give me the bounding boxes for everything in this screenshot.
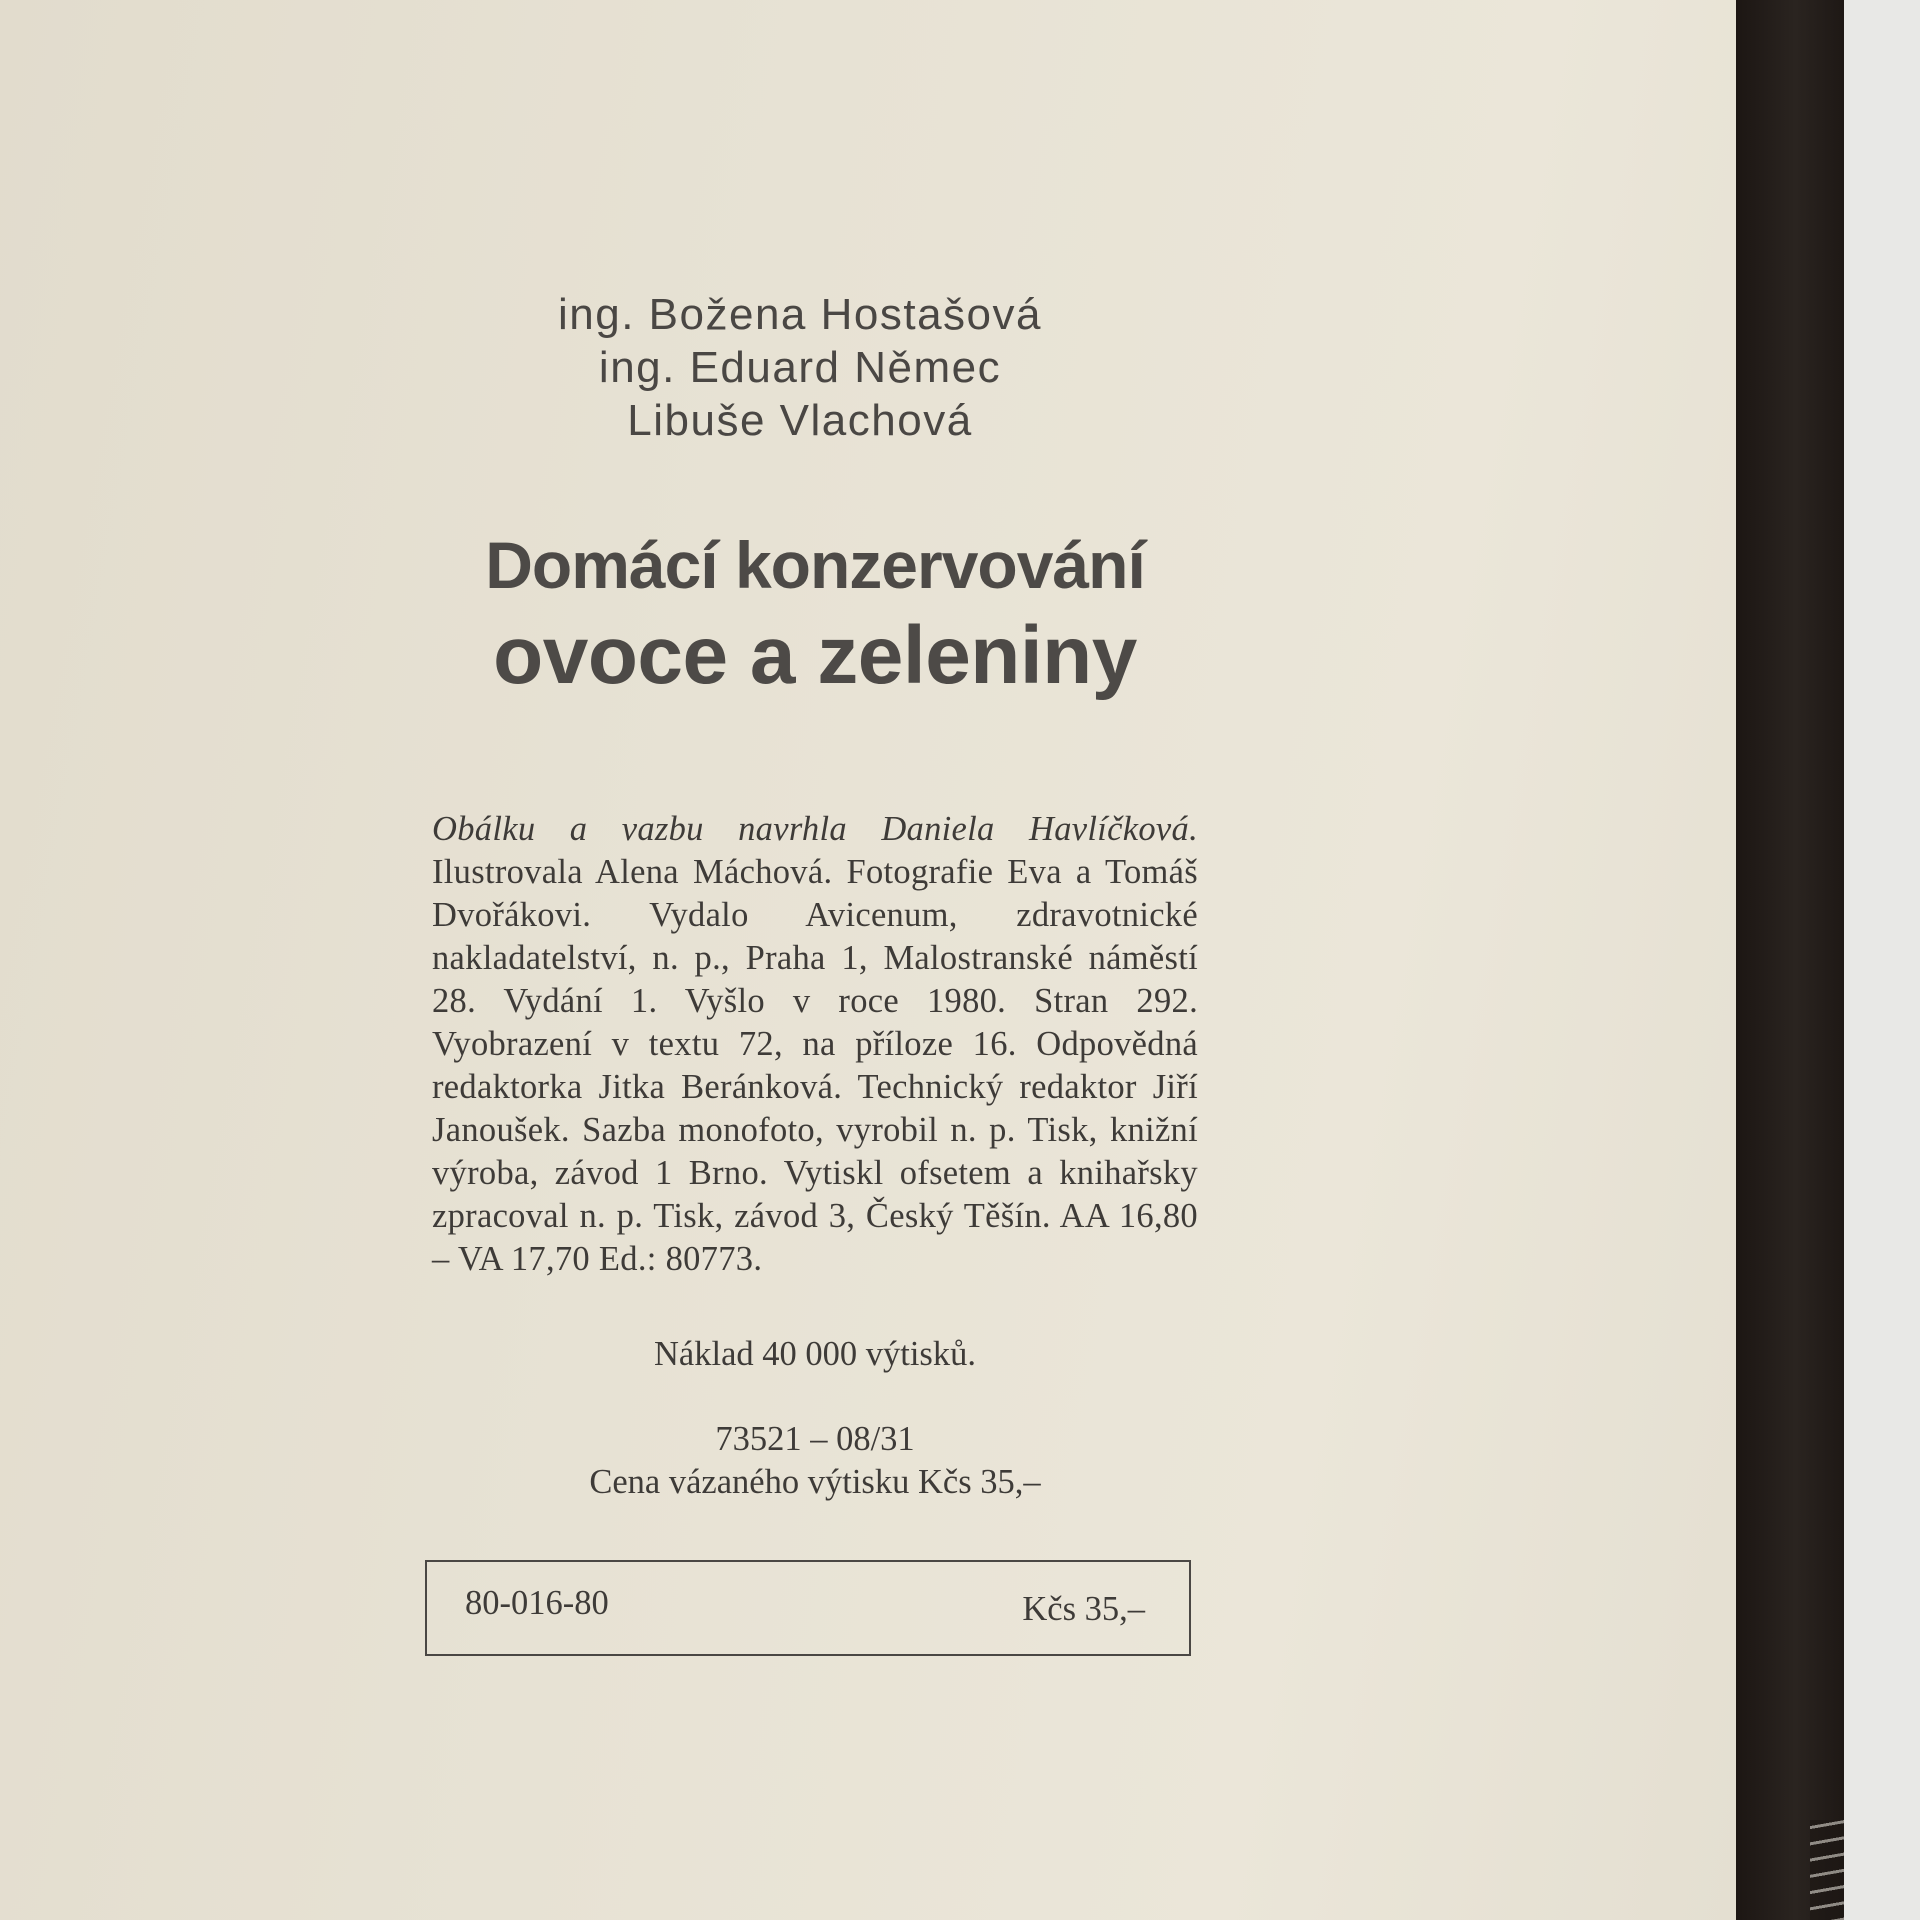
publication-details: Ilustrovala Alena Máchová. Fotografie Eva a Tomáš Dvořákovi. Vydalo Avicenum, zdravotnické nakladatelství, n. p., Praha 1, Malostranské náměstí 28. Vydání 1. Vyšlo v roce 1980. Stran 292. Vyobrazení v textu 72, na příloze 16. Odpovědná redaktorka Jitka Beránková. Technický redaktor Jiří Janoušek. Sazba monofoto, vyrobil n. p. Tisk, knižní výroba, závod 1 Brno. Vytiskl ofsetem a knihařsky zpracoval n. p. Tisk, závod 3, Český Těšín. AA 16,80 – VA 17,70 Ed.: 80773. bbox=[432, 853, 1198, 1278]
price-box bbox=[425, 1560, 1191, 1656]
price-statement: Cena vázaného výtisku Kčs 35,– bbox=[589, 1463, 1041, 1501]
box-price: Kčs 35,– bbox=[1022, 1590, 1145, 1628]
cover-wear-mark bbox=[1810, 1820, 1844, 1920]
book-title-line: Domácí konzervování bbox=[485, 528, 1145, 602]
author-name: ing. Eduard Němec bbox=[598, 343, 1002, 392]
imprint-paragraph bbox=[432, 808, 1198, 1281]
isbn-number: 80-016-80 bbox=[465, 1584, 609, 1622]
catalog-number: 73521 – 08/31 bbox=[715, 1420, 915, 1458]
background-surface bbox=[1844, 0, 1920, 1920]
author-list bbox=[420, 288, 1180, 447]
catalog-info bbox=[432, 1418, 1198, 1504]
author-name: Libuše Vlachová bbox=[627, 396, 973, 445]
author-name: ing. Božena Hostašová bbox=[557, 290, 1042, 339]
book-title bbox=[400, 522, 1230, 704]
cover-design-credit: Obálku a vazbu navrhla Daniela Havlíčková. bbox=[432, 810, 1198, 848]
book-cover-edge bbox=[1736, 0, 1844, 1920]
print-run: Náklad 40 000 výtisků. bbox=[654, 1335, 976, 1373]
book-title-line: ovoce a zeleniny bbox=[493, 610, 1137, 701]
